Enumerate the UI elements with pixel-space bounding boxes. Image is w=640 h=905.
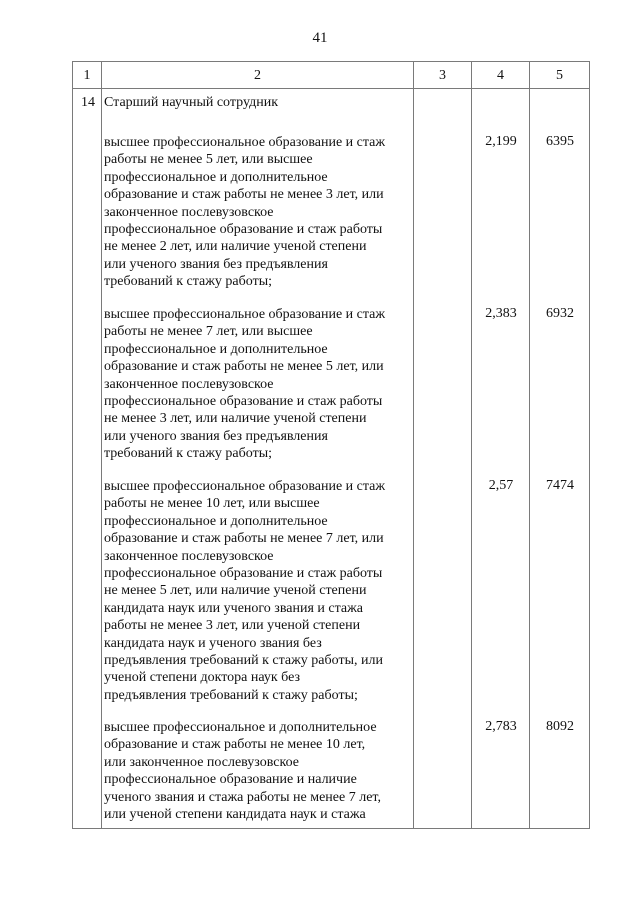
salary-2: 6932 <box>546 306 574 321</box>
requirement-text-1: высшее профессиональное образование и стаж работы не менее 5 лет, или высшее профессиональное и дополнительное образование и стаж работы не менее 3 лет, или законченное послевузовское профессиональное образование и стаж работы не менее 2 лет, или наличие ученой степени или ученого звания без предъявления требований к стажу работы; <box>104 135 386 290</box>
page-number: 41 <box>312 30 328 46</box>
coefficient-4: 2,783 <box>485 719 517 734</box>
header-col-4: 4 <box>497 68 504 83</box>
column-divider <box>101 62 102 828</box>
column-divider <box>529 62 530 828</box>
header-divider <box>73 88 589 89</box>
requirement-text-2: высшее профессиональное образование и стаж работы не менее 7 лет, или высшее профессиональное и дополнительное образование и стаж работы не менее 5 лет, или законченное послевузовское профессиональное образование и стаж работы не менее 3 лет, или наличие ученой степени или ученого звания без предъявления требований к стажу работы; <box>104 307 386 462</box>
column-divider <box>413 62 414 828</box>
requirement-text-3: высшее профессиональное образование и стаж работы не менее 10 лет, или высшее профессиональное и дополнительное образование и стаж работы не менее 7 лет, или законченное послевузовское профессиональное образование и стаж работы не менее 5 лет, или наличие ученой степени кандидата наук или ученого звания и стажа работы не менее 3 лет, или ученой степени кандидата наук и ученого звания без предъявления требований к стажу работы, или ученой степени доктора наук без предъявления требований к стажу работы; <box>104 479 386 703</box>
salary-1: 6395 <box>546 134 574 149</box>
coefficient-1: 2,199 <box>485 134 517 149</box>
coefficient-3: 2,57 <box>488 478 514 493</box>
requirement-text-4: высшее профессиональное и дополнительное образование и стаж работы не менее 10 лет, или законченное послевузовское профессиональное образование и наличие ученого звания и стажа работы не менее 7 лет, или ученой степени кандидата наук и стажа <box>104 720 381 823</box>
position-title: Старший научный сотрудник <box>104 95 279 110</box>
header-col-3: 3 <box>439 68 446 83</box>
header-col-5: 5 <box>556 68 563 83</box>
salary-4: 8092 <box>546 719 574 734</box>
coefficient-2: 2,383 <box>485 306 517 321</box>
column-divider <box>471 62 472 828</box>
header-col-2: 2 <box>254 68 261 83</box>
salary-3: 7474 <box>546 478 574 493</box>
header-col-1: 1 <box>83 68 91 83</box>
row-number: 14 <box>81 95 95 110</box>
salary-table <box>72 61 590 829</box>
